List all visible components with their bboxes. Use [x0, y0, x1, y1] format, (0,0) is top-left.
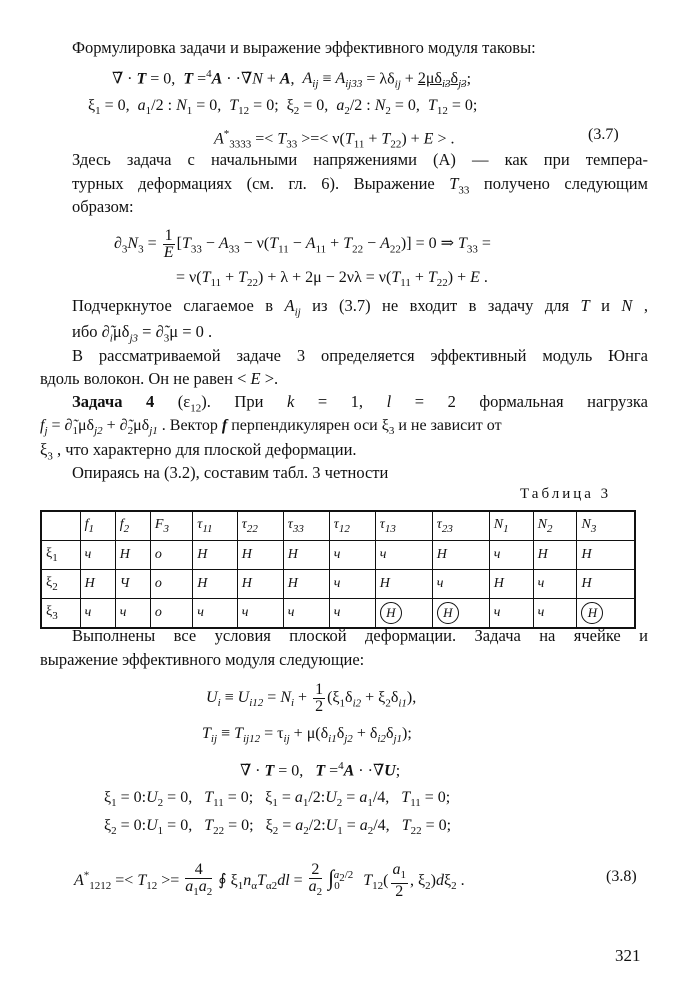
table-header-cell: $N_1$ [489, 511, 533, 541]
para3-line2: вдоль волокон. Он не равен < E >. [40, 369, 279, 388]
table-cell: ч [489, 599, 533, 629]
table-row [41, 570, 635, 599]
parity-table [40, 510, 636, 629]
table-cell-circled [432, 599, 489, 629]
para3-line1: В рассматриваемой задаче 3 определяется эффективный модуль Юнга [72, 346, 648, 365]
table-cell: о [150, 570, 192, 599]
intro-line: Формулировка задачи и выражение эффективного модуля таковы: [72, 38, 536, 57]
table-cell: $\xi_2$ [41, 570, 80, 599]
table-header-cell: $\tau_{23}$ [432, 511, 489, 541]
table-header-cell: $f_1$ [80, 511, 115, 541]
para1-line1: Здесь задача с начальными напряжениями (A) — как при темпера- [72, 150, 648, 169]
table-cell: ч [115, 599, 150, 629]
table-cell: ч [375, 541, 432, 570]
table-cell: Н [193, 541, 238, 570]
eq-3-8-line-6: $A^*_{1212} =< T_{12}$ >= $\frac{4}{a_1a_2}$ ∮ $\xi_1n_\alpha T_{\alpha 2}dl$ = $\frac{2}{a_2}$ $\int_0^{a_2/2}$ $T_{12}$( $\frac{a_1}{2}$ , $\xi_2)d\xi_2$ . [74, 861, 465, 901]
table-cell: ч [329, 541, 375, 570]
table-cell: ч [283, 599, 329, 629]
table-row [41, 599, 635, 629]
para2-line1: Подчеркнутое слагаемое в $A_{ij}$ из (3.7) не входит в задачу для T и N , [72, 296, 649, 319]
circled-value: Н [437, 602, 459, 624]
table-cell: ч [237, 599, 283, 629]
table-cell: Н [577, 570, 635, 599]
table-header-cell: $\tau_{33}$ [283, 511, 329, 541]
table-cell: Н [115, 541, 150, 570]
table-cell: Н [237, 570, 283, 599]
eq-3-8-line-3: ∇̃ · T = 0, T =$^4$A · ·∇̃U; [240, 760, 401, 780]
table-header-cell: $f_2$ [115, 511, 150, 541]
table-cell: Н [283, 570, 329, 599]
table-header-cell: $\tau_{22}$ [237, 511, 283, 541]
table-cell-circled [375, 599, 432, 629]
eq-3-7-number: (3.7) [588, 126, 619, 143]
table-cell: Н [237, 541, 283, 570]
table-cell-circled [577, 599, 635, 629]
table-row [41, 541, 635, 570]
eq-3-8-line-5: $\xi_2$ = $0:U_1 = 0$, $T_{22} = 0$; $\xi_2$ = $a_2/2:U_1 = a_2/4$, $T_{22} = 0$; [104, 817, 452, 838]
table-header-cell: $\tau_{13}$ [375, 511, 432, 541]
para1-line2: турных деформациях (см. гл. 6). Выражение $T_{33}$ получено следующим [72, 174, 648, 197]
task4-line3: $\xi_3$ , что характерно для плоской деформации. [40, 440, 357, 463]
eq-3-7-line-3: $A^*_{3333} =< T_{33}$ >=< $\nu(T_{11} + T_{22}) + E$ > . [214, 128, 455, 151]
table-cell: Н [375, 570, 432, 599]
table-cell: Н [432, 541, 489, 570]
task4-line2: $f_j$ = $\partial̃_1\mu\delta_{j2}$ + $\partial̃_2\mu\delta_{j1}$ . Вектор f перпендикулярен оси $\xi_3$ и не зависит от [40, 417, 502, 438]
para5-line2: выражение эффективного модуля следующие: [40, 650, 365, 669]
para5-line1: Выполнены все условия плоской деформации. Задача на ячейке и [72, 626, 648, 645]
table-cell: ч [533, 570, 577, 599]
table-header-cell: $\tau_{11}$ [193, 511, 238, 541]
table-cell: Ч [115, 570, 150, 599]
table-cell: Н [80, 570, 115, 599]
table-cell: ч [193, 599, 238, 629]
eq-3-8-number: (3.8) [606, 868, 637, 885]
table-caption: Таблица 3 [520, 486, 612, 502]
circled-value: Н [380, 602, 402, 624]
table-cell: ч [80, 599, 115, 629]
eq-3-8-line-2: $T_{ij} \equiv T_{ij12} = \tau_{ij} + \mu(\delta_{i1}\delta_{j2} + \delta_{i2}\delta_{j1})$; [202, 725, 412, 746]
eq-3-7-line-1: ∇̃ · T = 0, T =$^4$A · ·∇̃N + A, $A_{ij} \equiv A_{ij33} = \lambda\delta_{ij} + 2\mu\delta_{i3}\delta_{j3}$; [112, 68, 472, 91]
table-cell: ч [489, 541, 533, 570]
table-cell: Н [193, 570, 238, 599]
table-header-cell [41, 511, 80, 541]
eq2-line2: = $\nu(T_{11} + T_{22}) + \lambda + 2\mu - 2\nu\lambda = \nu(T_{11} + T_{22}) + E$ . [176, 269, 488, 290]
table-cell: о [150, 599, 192, 629]
eq-3-8-line-4: $\xi_1$ = $0:U_2 = 0$, $T_{11} = 0$; $\xi_1$ = $a_1/2:U_2 = a_1/4$, $T_{11} = 0$; [104, 789, 451, 810]
table-cell: Н [533, 541, 577, 570]
circled-value: Н [581, 602, 603, 624]
para4: Опираясь на (3.2), составим табл. 3 четности [72, 463, 389, 482]
table-cell: Н [283, 541, 329, 570]
eq-3-8-line-1: $U_i \equiv U_{i12} = N_i$ + $\frac{1}{2}$ $(\xi_1\delta_{i2} + \xi_2\delta_{i1})$, [206, 681, 417, 715]
table-header-cell: $N_2$ [533, 511, 577, 541]
para2-line2: ибо $\partial̃_i\mu\delta_{j3}$ = $\partial̃_3\mu = 0$ . [72, 322, 213, 345]
table-header-cell: $N_3$ [577, 511, 635, 541]
table-cell: $\xi_1$ [41, 541, 80, 570]
table-header-cell: $F_3$ [150, 511, 192, 541]
table-cell: ч [80, 541, 115, 570]
table-cell: ч [329, 570, 375, 599]
table-cell: ч [432, 570, 489, 599]
table-cell: Н [577, 541, 635, 570]
task4-title: Задача 4 [72, 392, 155, 411]
page-number: 321 [615, 946, 641, 965]
table-header-cell: $\tau_{12}$ [329, 511, 375, 541]
table-cell: ч [533, 599, 577, 629]
para1-line3: образом: [72, 197, 134, 216]
eq2-line1: $\partial_3N_3$ = $\frac{1}{E}$ $[T_{33} - A_{33} - \nu(T_{11} - A_{11} + T_{22} - A_{22})] = 0$ ⇒ $T_{33}$ = [114, 227, 491, 261]
table-header-row [41, 511, 635, 541]
table-cell: о [150, 541, 192, 570]
task4-line1: Задача 4 $(\varepsilon_{12})$. При k = 1, l = 2 формальная нагрузка [72, 392, 648, 415]
table-cell: ч [329, 599, 375, 629]
eq-3-7-line-2: $\xi_1 = 0$, $a_1/2$ : $N_1 = 0$, $T_{12} = 0$; $\xi_2 = 0$, $a_2/2$ : $N_2 = 0$, $T_{12} = 0$; [88, 97, 478, 118]
table-cell: Н [489, 570, 533, 599]
table-cell: $\xi_3$ [41, 599, 80, 629]
